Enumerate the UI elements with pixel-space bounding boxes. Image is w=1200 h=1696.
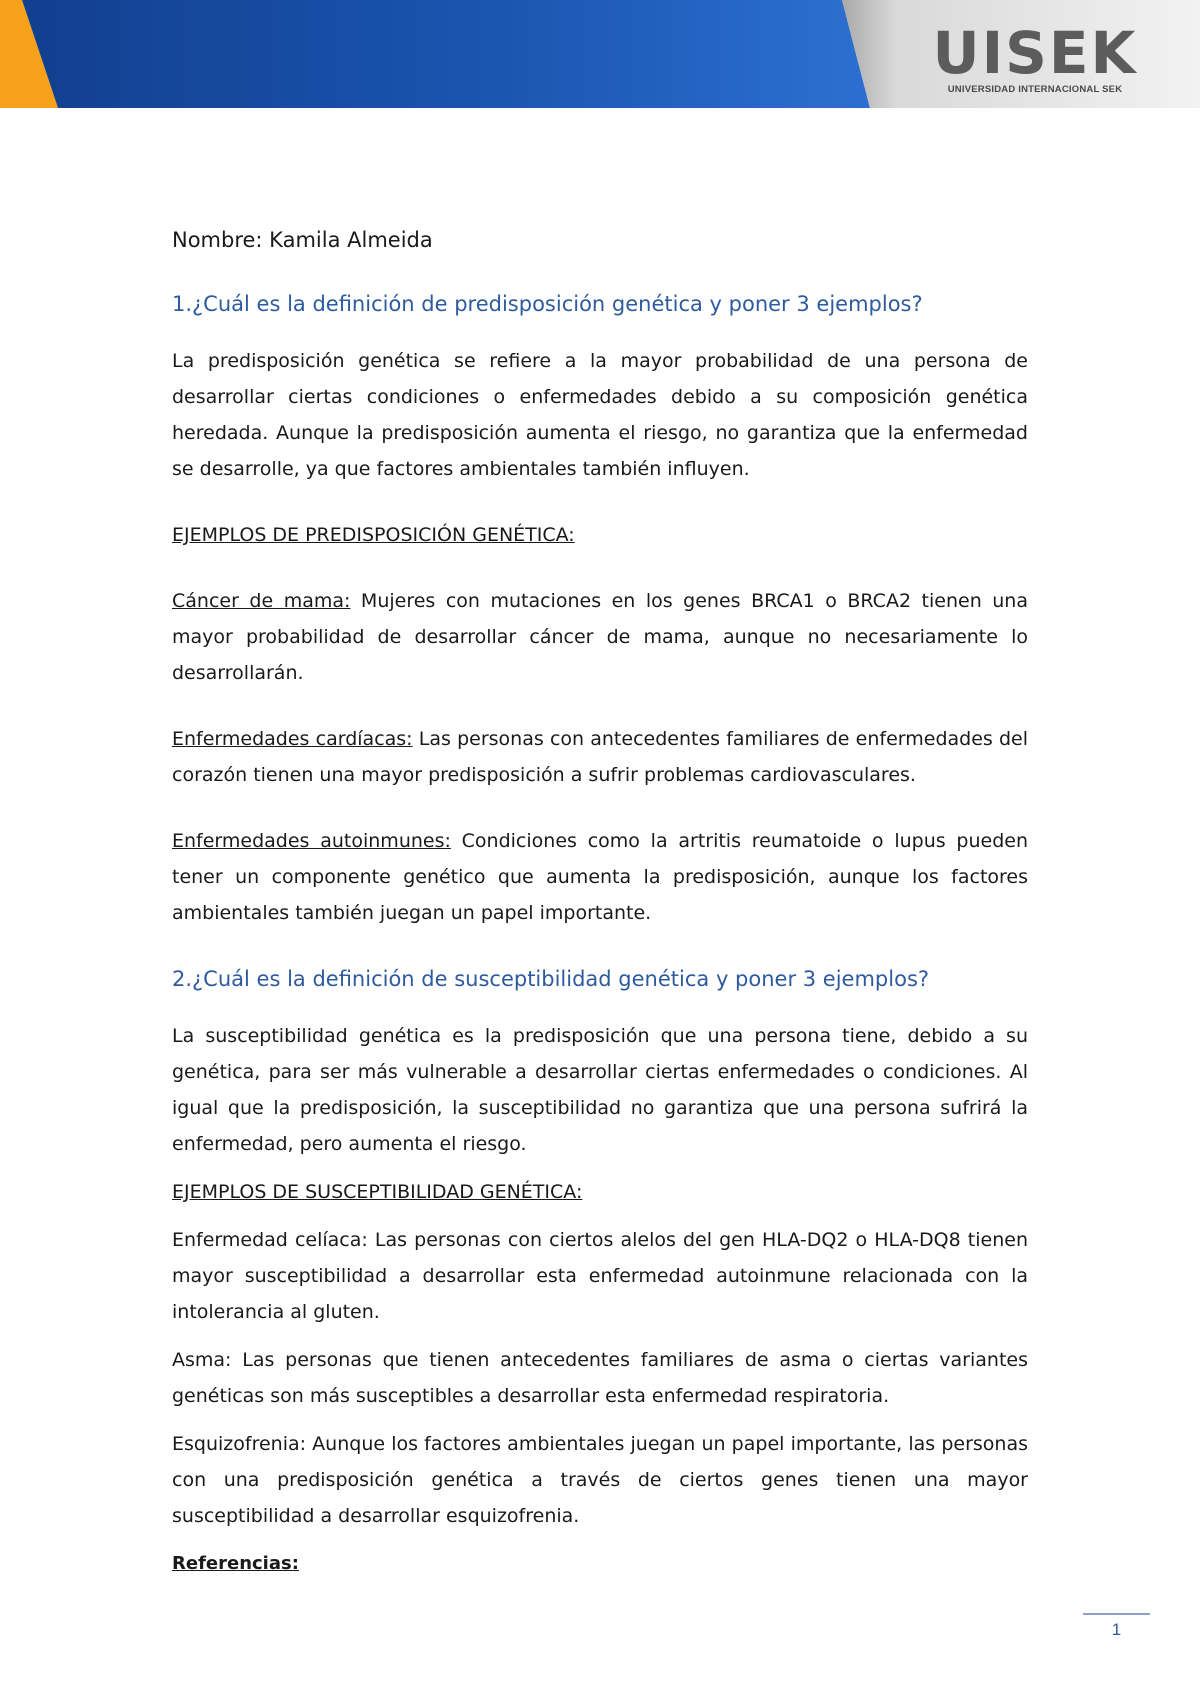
susceptibility-example-1: Enfermedad celíaca: Las personas con ciertos alelos del gen HLA-DQ2 o HLA-DQ8 tienen mayor susceptibilidad a desarrollar esta enfermedad autoinmune relacionada con la intolerancia al gluten.	[172, 1229, 1028, 1323]
question-2-definition: La susceptibilidad genética es la predisposición que una persona tiene, debido a su genética, para ser más vulnerable a desarrollar ciertas enfermedades o condiciones. Al igual que la predisposición, la susceptibilidad no garantiza que una persona sufrirá la enfermedad, pero aumenta el riesgo.	[172, 1025, 1028, 1155]
page-header-banner	[0, 0, 1200, 110]
predisposition-example-3	[172, 823, 1028, 931]
logo-wordmark: UISEK	[932, 19, 1138, 87]
example-label: Cáncer de mama:	[172, 590, 351, 612]
question-1-title: 1.¿Cuál es la definición de predisposición genética y poner 3 ejemplos?	[172, 292, 923, 316]
example-label: Enfermedades cardíacas:	[172, 728, 413, 750]
susceptibility-examples-heading: EJEMPLOS DE SUSCEPTIBILIDAD GENÉTICA:	[172, 1181, 583, 1203]
predisposition-examples-heading: EJEMPLOS DE PREDISPOSICIÓN GENÉTICA:	[172, 524, 575, 546]
example-label: Enfermedades autoinmunes:	[172, 830, 451, 852]
question-2-title: 2.¿Cuál es la definición de susceptibilidad genética y poner 3 ejemplos?	[172, 967, 930, 991]
question-1-definition: La predisposición genética se refiere a la mayor probabilidad de una persona de desarrollar ciertas condiciones o enfermedades debido a su composición genética heredada. Aunque la predisposición aumenta el riesgo, no garantiza que la enfermedad se desarrolle, ya que factores ambientales también influyen.	[172, 350, 1028, 480]
uisek-logo	[925, 19, 1145, 97]
page-number: 1	[1111, 1620, 1122, 1639]
blue-stripe	[22, 0, 870, 108]
document-body	[172, 222, 1028, 1582]
logo-subtitle: UNIVERSIDAD INTERNACIONAL SEK	[947, 84, 1123, 95]
footer-divider	[1083, 1613, 1150, 1615]
student-name: Nombre: Kamila Almeida	[172, 228, 433, 252]
susceptibility-example-3: Esquizofrenia: Aunque los factores ambientales juegan un papel importante, las personas con una predisposición genética a través de ciertos genes tienen una mayor susceptibilidad a desarrollar esquizofrenia.	[172, 1433, 1028, 1527]
predisposition-example-2	[172, 721, 1028, 793]
example-text: Condiciones como la artritis reumatoide o lupus pueden tener un componente genético que aumenta la predisposición, aunque los factores ambientales también juegan un papel importante.	[172, 830, 1028, 924]
references-heading: Referencias:	[172, 1553, 299, 1574]
predisposition-example-1	[172, 583, 1028, 691]
example-text: Mujeres con mutaciones en los genes BRCA1 o BRCA2 tienen una mayor probabilidad de desarrollar cáncer de mama, aunque no necesariamente lo desarrollarán.	[172, 590, 1028, 684]
susceptibility-example-2: Asma: Las personas que tienen antecedentes familiares de asma o ciertas variantes genéticas son más susceptibles a desarrollar esta enfermedad respiratoria.	[172, 1349, 1028, 1407]
example-text: Las personas con antecedentes familiares de enfermedades del corazón tienen una mayor predisposición a sufrir problemas cardiovasculares.	[172, 728, 1029, 786]
